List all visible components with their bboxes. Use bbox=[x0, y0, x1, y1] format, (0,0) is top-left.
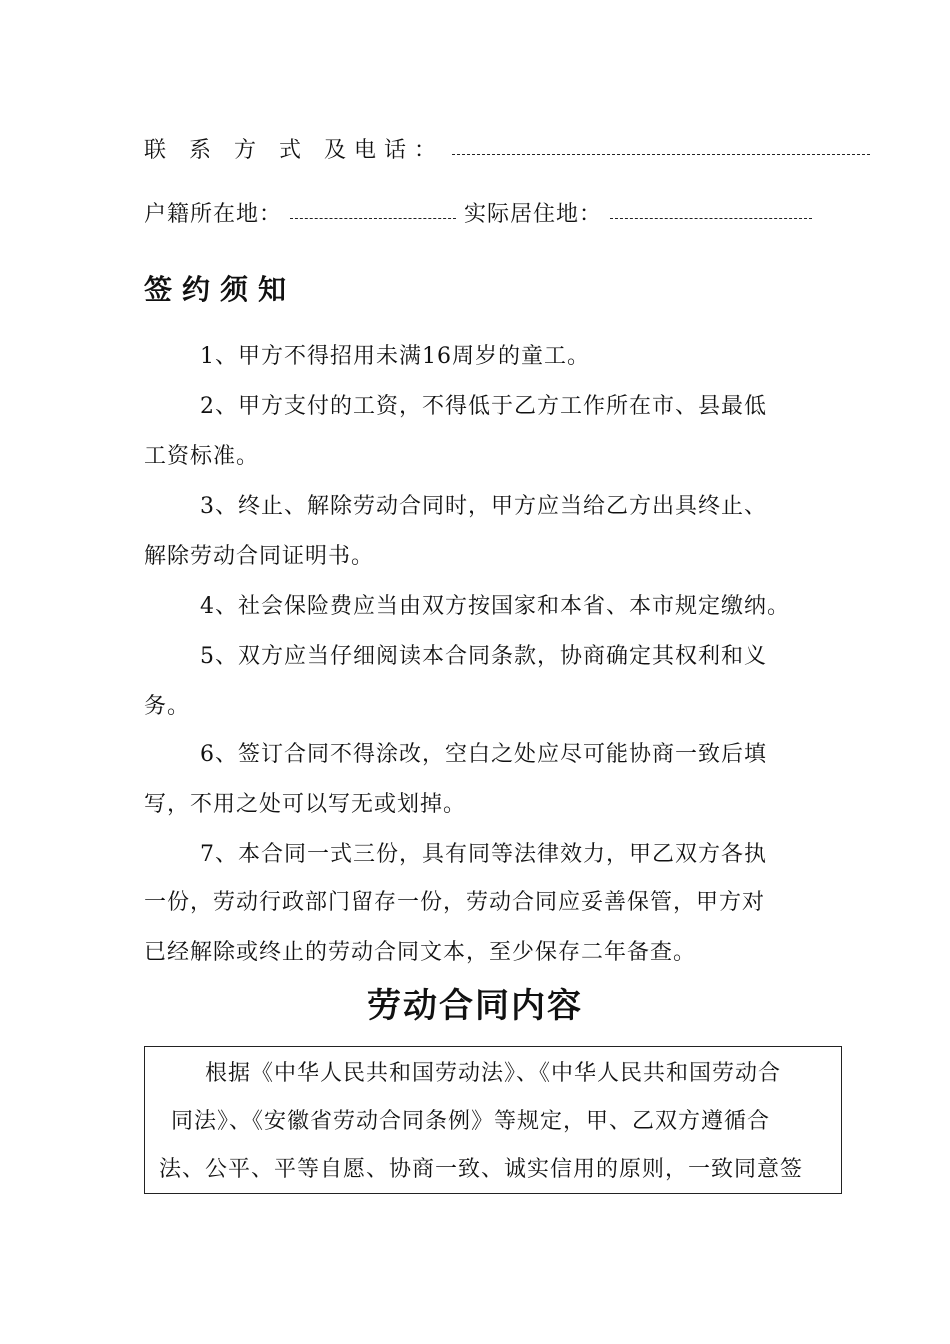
notice-heading: 签约须知 bbox=[144, 273, 297, 306]
contact-row bbox=[144, 136, 870, 166]
contract-intro-box bbox=[144, 1046, 842, 1194]
notice-line: 5、双方应当仔细阅读本合同条款，协商确定其权利和义 bbox=[200, 644, 767, 669]
notice-line: 一份，劳动行政部门留存一份，劳动合同应妥善保管，甲方对 bbox=[144, 890, 766, 915]
notice-line: 3、终止、解除劳动合同时，甲方应当给乙方出具终止、 bbox=[200, 494, 767, 519]
notice-line: 写，不用之处可以写无或划掉。 bbox=[144, 792, 467, 817]
intro-line: 根据《中华人民共和国劳动法》、《中华人民共和国劳动合 bbox=[205, 1061, 782, 1086]
contract-heading: 劳动合同内容 bbox=[367, 986, 583, 1026]
residence-blank[interactable] bbox=[610, 218, 812, 219]
household-label: 户籍所在地： bbox=[144, 202, 283, 227]
residence-label: 实际居住地： bbox=[464, 202, 603, 227]
notice-line: 务。 bbox=[144, 694, 191, 719]
notice-line: 已经解除或终止的劳动合同文本，至少保存二年备查。 bbox=[144, 940, 697, 965]
contact-blank[interactable] bbox=[452, 154, 870, 155]
notice-line: 7、本合同一式三份，具有同等法律效力，甲乙双方各执 bbox=[200, 842, 767, 867]
notice-line: 工资标准。 bbox=[144, 444, 260, 469]
notice-line: 1、甲方不得招用未满16周岁的童工。 bbox=[200, 344, 590, 369]
notice-line: 6、签订合同不得涂改，空白之处应尽可能协商一致后填 bbox=[200, 742, 767, 767]
household-blank[interactable] bbox=[290, 218, 456, 219]
notice-line: 2、甲方支付的工资，不得低于乙方工作所在市、县最低 bbox=[200, 394, 767, 419]
notice-line: 解除劳动合同证明书。 bbox=[144, 544, 375, 569]
intro-line: 同法》、《安徽省劳动合同条例》等规定，甲、乙双方遵循合 bbox=[171, 1109, 771, 1134]
address-row bbox=[144, 200, 812, 230]
contact-label: 联 系 方 式 及电话： bbox=[144, 138, 444, 163]
notice-line: 4、社会保险费应当由双方按国家和本省、本市规定缴纳。 bbox=[200, 594, 790, 619]
intro-line: 法、公平、平等自愿、协商一致、诚实信用的原则，一致同意签 bbox=[159, 1157, 804, 1182]
